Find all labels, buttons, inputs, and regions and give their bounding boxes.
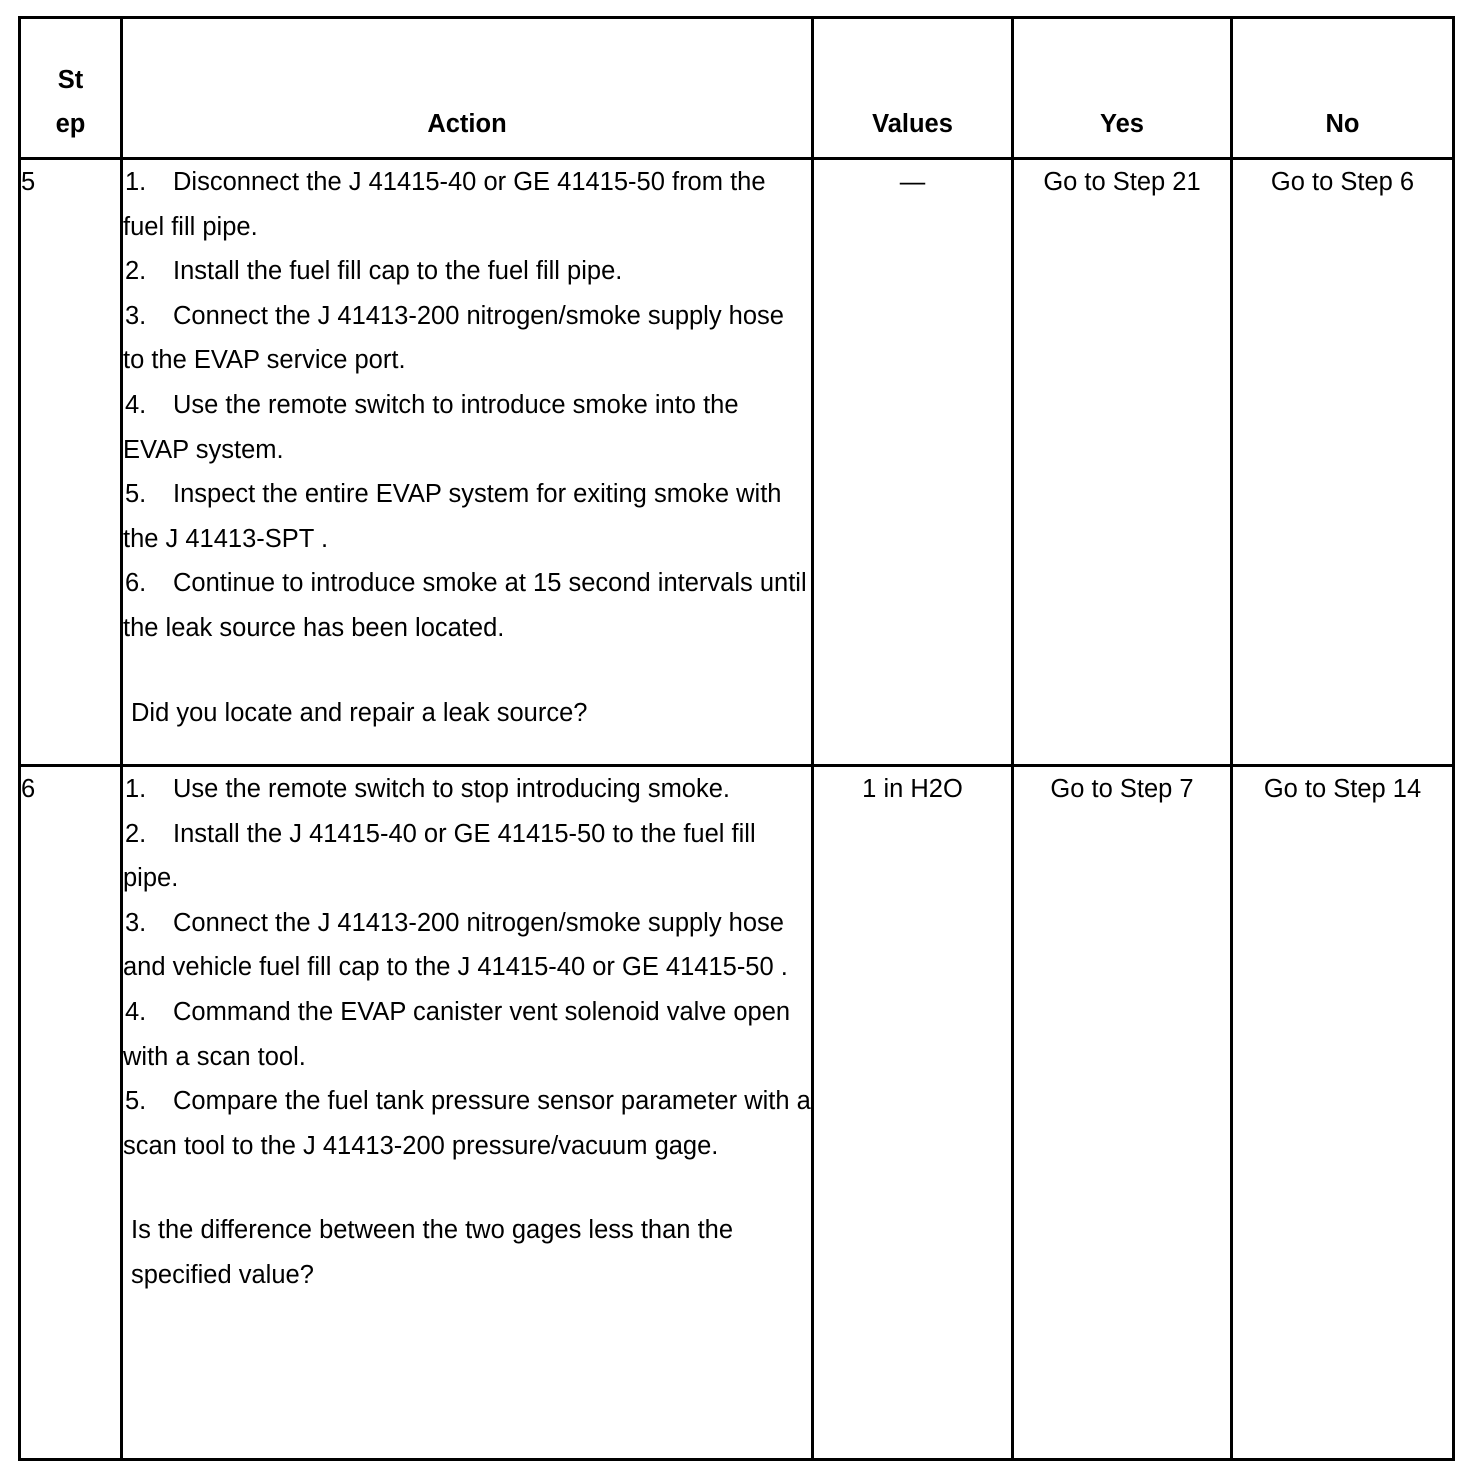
diagnostic-table-frame xyxy=(18,16,1452,1458)
action-step: 2. Install the J 41415-40 or GE 41415-50 to the fuel fill pipe. xyxy=(123,819,756,893)
diagnostic-table xyxy=(18,16,1455,1461)
action-cell xyxy=(122,766,813,1460)
step-question: Did you locate and repair a leak source? xyxy=(131,698,588,727)
yes-result: Go to Step 7 xyxy=(1013,766,1232,1460)
no-column-header: No xyxy=(1232,18,1454,159)
action-step: 1. Disconnect the J 41415-40 or GE 41415-50 from the fuel fill pipe. xyxy=(123,168,766,241)
table-row xyxy=(20,159,1454,766)
action-step: 4. Command the EVAP canister vent solenoid valve open with a scan tool. xyxy=(123,997,791,1071)
action-step: 6. Continue to introduce smoke at 15 second intervals until the leak source has been located. xyxy=(123,569,807,642)
step-column-header xyxy=(20,18,122,159)
action-step: 5. Compare the fuel tank pressure sensor parameter with a scan tool to the J 41413-200 pressure/vacuum gage. xyxy=(123,1087,811,1160)
action-step: 1. Use the remote switch to stop introducing smoke. xyxy=(125,775,731,803)
action-steps-list xyxy=(123,160,811,651)
no-result: Go to Step 6 xyxy=(1232,159,1454,766)
table-row xyxy=(20,766,1454,1460)
action-step: 5. Inspect the entire EVAP system for exiting smoke with the J 41413-SPT . xyxy=(123,480,782,553)
step-header-line2: ep xyxy=(55,110,86,139)
action-steps-list xyxy=(123,767,811,1168)
action-step: 3. Connect the J 41413-200 nitrogen/smoke supply hose to the EVAP service port. xyxy=(123,301,784,375)
step-number: 6 xyxy=(20,766,122,1460)
step-number: 5 xyxy=(20,159,122,766)
value-cell: — xyxy=(813,159,1013,766)
step-header-line1: St xyxy=(57,65,84,94)
action-step: 3. Connect the J 41413-200 nitrogen/smoke supply hose and vehicle fuel fill cap to the J 41415-40 or GE 41415-50 . xyxy=(123,908,788,982)
header-row xyxy=(20,18,1454,159)
action-step: 2. Install the fuel fill cap to the fuel fill pipe. xyxy=(125,257,623,286)
action-column-header: Action xyxy=(122,18,813,159)
no-result: Go to Step 14 xyxy=(1232,766,1454,1460)
action-step: 4. Use the remote switch to introduce smoke into the EVAP system. xyxy=(123,390,739,464)
yes-result: Go to Step 21 xyxy=(1013,159,1232,766)
yes-column-header: Yes xyxy=(1013,18,1232,159)
value-cell: 1 in H2O xyxy=(813,766,1013,1460)
values-column-header: Values xyxy=(813,18,1013,159)
action-cell xyxy=(122,159,813,766)
step-question: Is the difference between the two gages less than the specified value? xyxy=(131,1216,734,1289)
